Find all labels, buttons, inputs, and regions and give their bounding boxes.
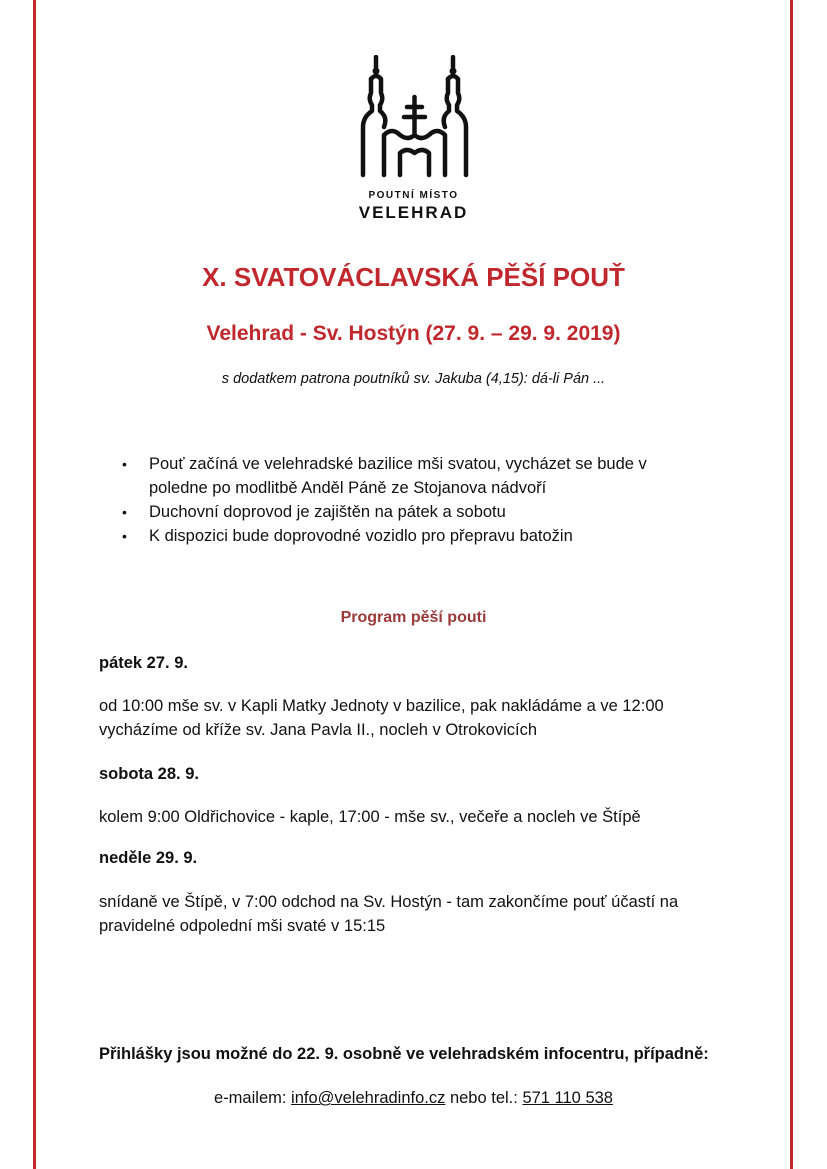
- program-heading: Program pěší pouti: [340, 609, 487, 626]
- day-heading-friday: pátek 27. 9.: [99, 654, 188, 672]
- velehrad-basilica-towers-icon: [358, 55, 471, 180]
- logo-subtitle: POUTNÍ MÍSTO: [368, 190, 459, 201]
- day-text-friday: od 10:00 mše sv. v Kapli Matky Jednoty v bazilice, pak nakládáme a ve 12:00 vycházíme od kříže sv. Jana Pavla II., nocleh v Otrokovicích: [99, 697, 664, 739]
- day-text-sunday: snídaně ve Štípě, v 7:00 odchod na Sv. Hostýn - tam zakončíme pouť účastí na pravidelné odpolední mši svaté v 15:15: [99, 893, 679, 935]
- list-item: • Duchovní doprovod je zajištěn na pátek a sobotu: [120, 500, 709, 524]
- page-frame-left: [33, 0, 36, 1169]
- contact-line: [0, 1089, 827, 1108]
- email-link[interactable]: info@velehradinfo.cz: [291, 1089, 446, 1107]
- list-item: • K dispozici bude doprovodné vozidlo pro přepravu batožin: [120, 524, 709, 548]
- page-subtitle: Velehrad - Sv. Hostýn (27. 9. – 29. 9. 2019): [206, 322, 621, 345]
- phone-prefix: nebo tel.:: [445, 1089, 523, 1107]
- info-list: [120, 452, 709, 548]
- logo-name: VELEHRAD: [358, 203, 469, 222]
- list-item: • Pouť začíná ve velehradské bazilice mši svatou, vycházet se bude v poledne po modlitbě Anděl Páně ze Stojanova nádvoří: [120, 452, 709, 500]
- page-title: X. SVATOVÁCLAVSKÁ PĚŠÍ POUŤ: [202, 262, 625, 292]
- day-text-saturday: kolem 9:00 Oldřichovice - kaple, 17:00 - mše sv., večeře a nocleh ve Štípě: [99, 808, 641, 826]
- page-frame-right: [790, 0, 793, 1169]
- motto: s dodatkem patrona poutníků sv. Jakuba (4,15): dá-li Pán ...: [221, 371, 606, 387]
- day-heading-saturday: sobota 28. 9.: [99, 765, 199, 783]
- registration-text: Přihlášky jsou možné do 22. 9. osobně ve velehradském infocentru, případně:: [99, 1045, 709, 1063]
- email-prefix: e-mailem:: [214, 1089, 292, 1107]
- phone-link[interactable]: 571 110 538: [522, 1089, 613, 1107]
- day-heading-sunday: neděle 29. 9.: [99, 849, 198, 867]
